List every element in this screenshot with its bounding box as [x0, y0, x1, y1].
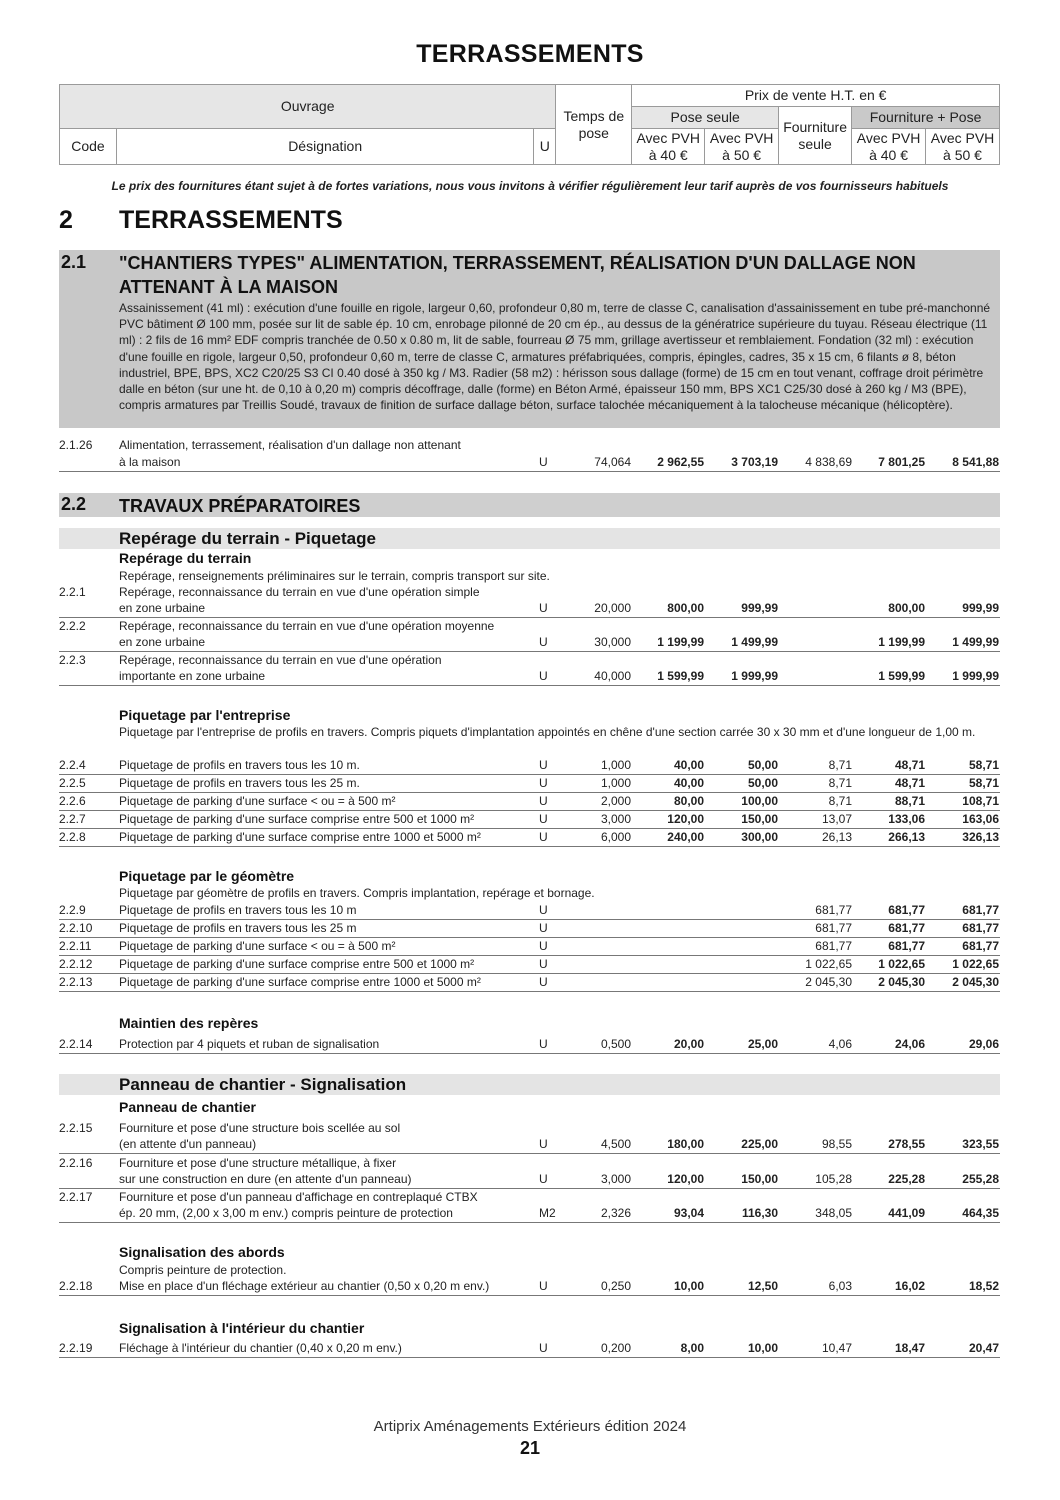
chapter-title: TERRASSEMENTS: [119, 206, 343, 234]
row-pose-50: 150,00: [741, 1172, 778, 1186]
group-heading: Maintien des repères: [119, 1015, 259, 1031]
row-designation: Piquetage de profils en travers tous les 25 m.: [119, 776, 360, 790]
row-designation: Piquetage de parking d'une surface comprise entre 1000 et 5000 m²: [119, 830, 481, 844]
row-fp-50: 18,52: [968, 1279, 999, 1293]
row-pose-40: 40,00: [673, 776, 704, 790]
row-fourniture: 105,28: [815, 1172, 852, 1186]
row-pose-40: 240,00: [667, 830, 704, 844]
row-designation: Piquetage de parking d'une surface < ou = à 500 m²: [119, 939, 396, 953]
row-fp-40: 681,77: [888, 939, 925, 953]
group-note: Compris peinture de protection.: [119, 1263, 287, 1277]
chapter-heading: [59, 206, 343, 235]
row-code: 2.2.6: [59, 794, 86, 808]
row-unit: U: [539, 776, 548, 790]
row-fourniture: 8,71: [828, 776, 852, 790]
row-time: 74,064: [594, 455, 631, 469]
row-time: 40,000: [594, 669, 631, 683]
table-row: [59, 920, 1000, 938]
subsection-title: Panneau de chantier - Signalisation: [119, 1075, 407, 1094]
row-unit: U: [539, 957, 548, 971]
row-fp-50: 464,35: [962, 1206, 999, 1220]
row-code: 2.2.5: [59, 776, 86, 790]
row-time: 1,000: [600, 776, 631, 790]
row-fp-40: 681,77: [888, 921, 925, 935]
row-fourniture: 6,03: [828, 1279, 852, 1293]
row-designation: Piquetage de parking d'une surface comprise entre 1000 et 5000 m²: [119, 975, 481, 989]
row-time: 6,000: [600, 830, 631, 844]
row-fourniture: 681,77: [815, 939, 852, 953]
row-code: 2.2.14: [59, 1037, 93, 1051]
row-time: 3,000: [600, 812, 631, 826]
row-code: 2.2.2: [59, 619, 86, 633]
row-unit: U: [539, 830, 548, 844]
row-designation: Fléchage à l'intérieur du chantier (0,40 x 0,20 m env.): [119, 1341, 402, 1355]
row-fp-50: 108,71: [962, 794, 999, 808]
row-pose-40: 1 199,99: [657, 635, 704, 649]
row-code: 2.2.1: [59, 585, 86, 599]
row-designation: Repérage, reconnaissance du terrain en vue d'une opération: [119, 653, 442, 667]
row-pose-50: 999,99: [741, 601, 778, 615]
subsection-reperage: [59, 528, 1000, 549]
table-row: [59, 829, 1000, 847]
section-title: TRAVAUX PRÉPARATOIRES: [119, 496, 361, 516]
row-designation: Repérage, reconnaissance du terrain en vue d'une opération simple: [119, 585, 480, 599]
row-fp-40: 441,09: [888, 1206, 925, 1220]
row-unit: U: [539, 758, 548, 772]
row-pose-50: 150,00: [741, 812, 778, 826]
row-fp-50: 681,77: [962, 921, 999, 935]
row-pose-40: 1 599,99: [657, 669, 704, 683]
row-fourniture: 1 022,65: [805, 957, 852, 971]
row-designation: Fourniture et pose d'un panneau d'affichage en contreplaqué CTBX: [119, 1190, 478, 1204]
table-row: [59, 618, 1000, 652]
row-pose-50: 50,00: [747, 776, 778, 790]
section-2-2: [59, 493, 1000, 517]
row-fp-40: 278,55: [888, 1137, 925, 1151]
row-unit: U: [539, 903, 548, 917]
row-pose-50: 12,50: [747, 1279, 778, 1293]
row-designation-line2: en zone urbaine: [119, 601, 206, 615]
row-time: 3,000: [600, 1172, 631, 1186]
row-designation-line2: sur une construction en dure (en attente d'un panneau): [119, 1172, 412, 1186]
row-designation: Mise en place d'un fléchage extérieur au chantier (0,50 x 0,20 m env.): [119, 1279, 490, 1293]
row-pose-40: 93,04: [673, 1206, 704, 1220]
row-pose-40: 120,00: [667, 812, 704, 826]
row-designation-line2: en zone urbaine: [119, 635, 206, 649]
row-designation: Piquetage de profils en travers tous les 10 m.: [119, 758, 360, 772]
row-fp-40: 2 045,30: [878, 975, 925, 989]
table-row: [59, 956, 1000, 974]
row-time: 0,200: [600, 1341, 631, 1355]
row-pose-40: 800,00: [667, 601, 704, 615]
row-designation: Repérage, reconnaissance du terrain en vue d'une opération moyenne: [119, 619, 495, 633]
row-code: 2.2.10: [59, 921, 93, 935]
row-pose-40: 80,00: [673, 794, 704, 808]
header-fp-pvh50: Avec PVH à 50 €: [926, 129, 1000, 165]
row-designation: Fourniture et pose d'une structure métallique, à fixer: [119, 1156, 397, 1170]
row-time: 1,000: [600, 758, 631, 772]
row-unit: U: [539, 1279, 548, 1293]
table-row: [59, 1340, 1000, 1358]
group-heading: Piquetage par le géomètre: [119, 868, 295, 884]
row-designation: Piquetage de profils en travers tous les 10 m: [119, 903, 357, 917]
row-fourniture: 681,77: [815, 903, 852, 917]
row-fourniture: 8,71: [828, 758, 852, 772]
row-unit: U: [539, 939, 548, 953]
row-fourniture: 10,47: [821, 1341, 852, 1355]
row-unit: U: [539, 1172, 548, 1186]
header-fourniture-seule: Fourniture seule: [779, 107, 852, 165]
section-number: 2.2: [61, 494, 87, 514]
row-fp-40: 681,77: [888, 903, 925, 917]
header-fourniture-pose: Fourniture + Pose: [852, 107, 1000, 129]
row-fp-40: 1 022,65: [878, 957, 925, 971]
row-pose-50: 1 999,99: [731, 669, 778, 683]
row-fp-50: 163,06: [962, 812, 999, 826]
row-fp-50: 326,13: [962, 830, 999, 844]
row-fp-40: 225,28: [888, 1172, 925, 1186]
row-fp-50: 999,99: [962, 601, 999, 615]
chapter-number: 2: [59, 206, 73, 234]
row-unit: U: [539, 1137, 548, 1151]
row-designation: Piquetage de parking d'une surface comprise entre 500 et 1000 m²: [119, 957, 475, 971]
row-fp-40: 24,06: [894, 1037, 925, 1051]
price-warning: Le prix des fournitures étant sujet à de fortes variations, nous vous invitons à vérifier régulièrement leur tarif auprès de vos fournisseurs habituels: [111, 179, 949, 193]
table-row: [59, 1120, 1000, 1154]
price-table-header: [59, 84, 1000, 165]
row-pose-50: 50,00: [747, 758, 778, 772]
group-heading: Signalisation à l'intérieur du chantier: [119, 1320, 365, 1336]
table-row: [59, 437, 1000, 472]
row-fp-50: 255,28: [962, 1172, 999, 1186]
row-code: 2.2.8: [59, 830, 86, 844]
row-fp-40: 18,47: [894, 1341, 925, 1355]
row-fp-50: 681,77: [962, 903, 999, 917]
row-unit: U: [539, 975, 548, 989]
group-heading: Piquetage par l'entreprise: [119, 707, 291, 723]
row-fp-50: 58,71: [968, 776, 999, 790]
row-designation: Piquetage de parking d'une surface < ou = à 500 m²: [119, 794, 396, 808]
row-designation-line2: (en attente d'un panneau): [119, 1137, 257, 1151]
row-designation: Piquetage de profils en travers tous les 25 m: [119, 921, 357, 935]
row-pose-50: 300,00: [741, 830, 778, 844]
section-2-1: [59, 250, 1000, 428]
page-title: TERRASSEMENTS: [416, 40, 644, 68]
row-code: 2.2.17: [59, 1190, 93, 1204]
table-row: [59, 1189, 1000, 1223]
row-fp-50: 8 541,88: [952, 455, 999, 469]
row-fp-50: 2 045,30: [952, 975, 999, 989]
header-pose-pvh40: Avec PVH à 40 €: [632, 129, 705, 165]
row-fp-40: 16,02: [894, 1279, 925, 1293]
table-row: [59, 652, 1000, 686]
group-heading: Signalisation des abords: [119, 1244, 285, 1260]
row-pose-50: 1 499,99: [731, 635, 778, 649]
header-temps-de-pose: Temps de pose: [556, 85, 632, 165]
row-fourniture: 13,07: [821, 812, 852, 826]
group-heading: Panneau de chantier: [119, 1099, 256, 1115]
row-time: 30,000: [594, 635, 631, 649]
table-row: [59, 938, 1000, 956]
row-pose-40: 20,00: [673, 1037, 704, 1051]
row-pose-50: 25,00: [747, 1037, 778, 1051]
page-number: 21: [519, 1438, 541, 1458]
row-code: 2.2.4: [59, 758, 86, 772]
row-unit: U: [539, 601, 548, 615]
row-designation: Alimentation, terrassement, réalisation d'un dallage non attenant: [119, 438, 461, 452]
row-code: 2.2.3: [59, 653, 86, 667]
row-pose-40: 8,00: [680, 1341, 704, 1355]
row-code: 2.2.16: [59, 1156, 93, 1170]
row-pose-50: 3 703,19: [731, 455, 778, 469]
row-fp-50: 681,77: [962, 939, 999, 953]
group-note: Piquetage par l'entreprise de profils en travers. Compris piquets d'implantation appointés en chêne d'une section carrée 30 x 30 mm et d'une longueur de 1,00 m.: [119, 725, 976, 739]
row-designation-line2: ép. 20 mm, (2,00 x 3,00 m env.) compris peinture de protection: [119, 1206, 453, 1220]
row-pose-40: 10,00: [673, 1279, 704, 1293]
row-code: 2.2.12: [59, 957, 93, 971]
row-fourniture: 26,13: [821, 830, 852, 844]
row-fp-40: 266,13: [888, 830, 925, 844]
section-title: "CHANTIERS TYPES" ALIMENTATION, TERRASSEMENT, RÉALISATION D'UN DALLAGE NON ATTENANT À LA MAISON: [119, 253, 916, 297]
row-code: 2.2.19: [59, 1341, 93, 1355]
table-row: [59, 584, 1000, 618]
header-fp-pvh40: Avec PVH à 40 €: [852, 129, 926, 165]
row-time: 0,500: [600, 1037, 631, 1051]
row-unit: M2: [539, 1206, 556, 1220]
header-pose-pvh50: Avec PVH à 50 €: [705, 129, 779, 165]
row-code: 2.2.15: [59, 1121, 93, 1135]
row-pose-50: 225,00: [741, 1137, 778, 1151]
row-fourniture: 2 045,30: [805, 975, 852, 989]
row-fourniture: 348,05: [815, 1206, 852, 1220]
row-fp-50: 29,06: [968, 1037, 999, 1051]
section-description: Assainissement (41 ml) : exécution d'une fouille en rigole, largeur 0,60, profondeur 0,80 m, terre de classe C, canalisation d'assainissement en tube pré-manchonné PVC bâtiment Ø 100 mm, posée sur lit de sable ép. 10 cm, enrobage pilonné de 20 cm ép., au dessus de la génératrice supérieure du tuyau. Réseau électrique (11 ml) : 2 fils de 16 mm² EDF compris tranchée de 0.50 x 0.80 m, lit de sable, fourreau Ø 75 mm, grillage avertisseur et remblaiement. Fondation (32 ml) : exécution d'une fouille en rigole, largeur 0,50, profondeur 0,60 m, terre de classe C, armatures préfabriquées, compris, épingles, cadres, 35 x 15 cm, 6 filants ø 8, béton industriel, BPE, BPS, XC2 C20/25 S3 CI 0.40 dosé à 350 kg / M3. Radier (58 m2) : hérisson sous dallage (forme) de 15 cm en tout venant, coffrage droit périmètre dalle en béton (sur une ht. de 0,10 à 0,20 m) compris décoffrage, dalle (forme) en Béton Armé, épaisseur 150 mm, BPS XC1 C25/30 dosé à 260 kg / M3 (BPE), compris armatures par Treillis Soudé, travaux de finition de surface dallage béton, surface talochée mécaniquement à la talocheuse mécanique (hélicoptère).: [119, 301, 991, 413]
row-time: 20,000: [594, 601, 631, 615]
row-pose-40: 2 962,55: [657, 455, 704, 469]
row-time: 2,000: [600, 794, 631, 808]
row-fourniture: 98,55: [821, 1137, 852, 1151]
section-number: 2.1: [61, 252, 87, 272]
row-designation: Fourniture et pose d'une structure bois scellée au sol: [119, 1121, 401, 1135]
table-row: [59, 1036, 1000, 1054]
row-unit: U: [539, 1037, 548, 1051]
row-unit: U: [539, 812, 548, 826]
row-unit: U: [539, 669, 548, 683]
row-fp-40: 88,71: [894, 794, 925, 808]
row-designation-line2: importante en zone urbaine: [119, 669, 266, 683]
header-code: Code: [60, 129, 117, 165]
table-row: [59, 775, 1000, 793]
row-pose-50: 10,00: [747, 1341, 778, 1355]
footer-edition: Artiprix Aménagements Extérieurs édition 2024: [373, 1418, 687, 1435]
table-row: [59, 793, 1000, 811]
row-fp-50: 1 022,65: [952, 957, 999, 971]
row-code: 2.1.26: [59, 438, 93, 452]
row-unit: U: [539, 1341, 548, 1355]
row-designation-line2: à la maison: [119, 455, 181, 469]
row-designation: Protection par 4 piquets et ruban de signalisation: [119, 1037, 380, 1051]
row-fp-40: 48,71: [894, 776, 925, 790]
row-code: 2.2.18: [59, 1279, 93, 1293]
row-fp-50: 58,71: [968, 758, 999, 772]
table-row: [59, 757, 1000, 775]
row-fourniture: 4,06: [828, 1037, 852, 1051]
row-pose-40: 40,00: [673, 758, 704, 772]
row-unit: U: [539, 455, 548, 469]
table-row: [59, 902, 1000, 920]
subsection-title: Repérage du terrain - Piquetage: [119, 529, 376, 548]
row-fourniture: 8,71: [828, 794, 852, 808]
subsection-panneau: [59, 1074, 1000, 1095]
row-code: 2.2.9: [59, 903, 86, 917]
row-fourniture: 4 838,69: [805, 455, 852, 469]
row-pose-40: 120,00: [667, 1172, 704, 1186]
row-designation: Piquetage de parking d'une surface comprise entre 500 et 1000 m²: [119, 812, 475, 826]
table-row: [59, 811, 1000, 829]
header-designation: Désignation: [116, 129, 533, 165]
row-code: 2.2.11: [59, 939, 92, 953]
row-fp-40: 800,00: [888, 601, 925, 615]
group-note: Repérage, renseignements préliminaires sur le terrain, compris transport sur site.: [119, 569, 550, 583]
header-unit: U: [534, 129, 556, 165]
row-pose-50: 116,30: [741, 1206, 778, 1220]
row-time: 0,250: [600, 1279, 631, 1293]
row-fp-40: 48,71: [894, 758, 925, 772]
row-unit: U: [539, 921, 548, 935]
row-fourniture: 681,77: [815, 921, 852, 935]
table-row: [59, 1278, 1000, 1296]
row-fp-40: 133,06: [888, 812, 925, 826]
row-time: 2,326: [600, 1206, 631, 1220]
row-fp-50: 20,47: [968, 1341, 999, 1355]
header-ouvrage: Ouvrage: [60, 85, 556, 129]
row-unit: U: [539, 635, 548, 649]
row-fp-40: 1 599,99: [878, 669, 925, 683]
row-fp-40: 7 801,25: [878, 455, 925, 469]
group-heading: Repérage du terrain: [119, 550, 252, 566]
row-code: 2.2.7: [59, 812, 86, 826]
row-unit: U: [539, 794, 548, 808]
row-fp-40: 1 199,99: [878, 635, 925, 649]
row-fp-50: 1 999,99: [952, 669, 999, 683]
row-code: 2.2.13: [59, 975, 93, 989]
table-row: [59, 974, 1000, 992]
row-fp-50: 1 499,99: [952, 635, 999, 649]
header-prix: Prix de vente H.T. en €: [632, 85, 1000, 107]
row-pose-40: 180,00: [667, 1137, 704, 1151]
row-time: 4,500: [600, 1137, 631, 1151]
row-pose-50: 100,00: [741, 794, 778, 808]
row-fp-50: 323,55: [962, 1137, 999, 1151]
group-note: Piquetage par géomètre de profils en travers. Compris implantation, repérage et bornage.: [119, 886, 595, 900]
header-pose-seule: Pose seule: [632, 107, 779, 129]
table-row: [59, 1155, 1000, 1189]
